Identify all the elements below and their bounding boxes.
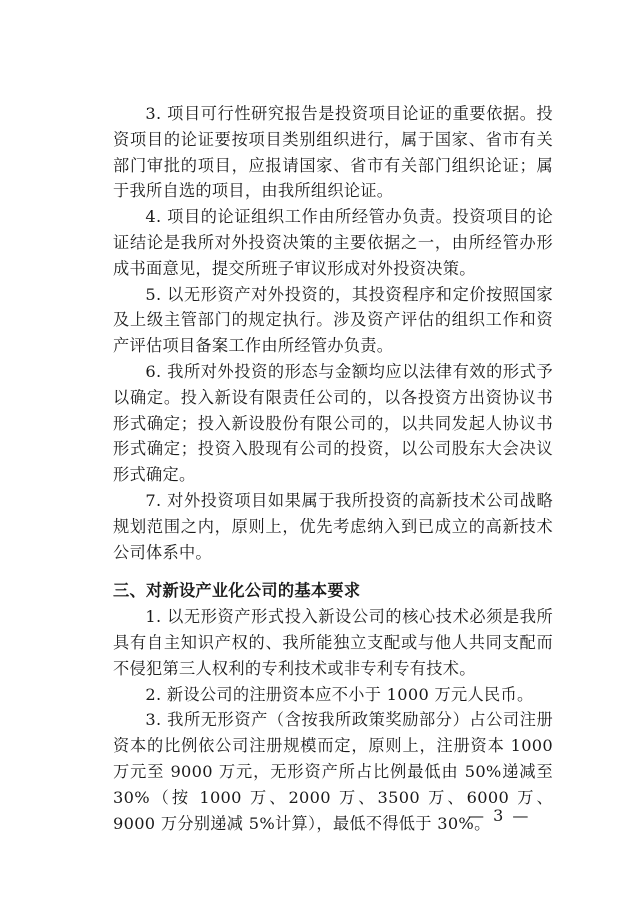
paragraph-item-7: 7. 对外投资项目如果属于我所投资的高新技术公司战略规划范围之内，原则上，优先考虑纳入到已成立的高新技术公司体系中。: [113, 490, 553, 562]
paragraph-item-4: 4. 项目的论证组织工作由所经管办负责。投资项目的论证结论是我所对外投资决策的主要依据之一，由所经管办形成书面意见，提交所班子审议形成对外投资决策。: [113, 207, 553, 278]
paragraph-item-3: 3. 项目可行性研究报告是投资项目论证的重要依据。投资项目的论证要按项目类别组织进行，属于国家、省市有关部门审批的项目，应报请国家、省市有关部门组织论证；属于我所自选的项目，由我所组织论证。: [113, 104, 553, 201]
paragraph-item-6: 6. 我所对外投资的形态与金额均应以法律有效的形式予以确定。投入新设有限责任公司的，以各投资方出资协议书形式确定；投入新设股份有限公司的，以共同发起人协议书形式确定；投资入股现有公司的投资，以公司股东大会决议形式确定。: [113, 361, 553, 485]
page-number: — 3 —: [468, 806, 531, 825]
document-body: [113, 101, 553, 836]
requirement-item-3: 3. 我所无形资产（含按我所政策奖励部分）占公司注册资本的比例依公司注册规模而定，原则上，注册资本 1000 万元至 9000 万元，无形资产所占比例最低由 50%递减至 30%（按 1000 万、2000 万、3500 万、6000 万、9000 万分别递减 5%计算），最低不得低于 30%。: [113, 710, 553, 833]
section-heading: 三、对新设产业化公司的基本要求: [113, 581, 361, 601]
requirement-item-1: 1. 以无形资产形式投入新设公司的核心技术必须是我所具有自主知识产权的、我所能独立支配或与他人共同支配而不侵犯第三人权利的专利技术或非专利专有技术。: [113, 607, 553, 678]
paragraph-item-5: 5. 以无形资产对外投资的，其投资程序和定价按照国家及上级主管部门的规定执行。涉及资产评估的组织工作和资产评估项目备案工作由所经管办负责。: [113, 284, 553, 356]
requirement-item-2: 2. 新设公司的注册资本应不小于 1000 万元人民币。: [145, 684, 534, 704]
